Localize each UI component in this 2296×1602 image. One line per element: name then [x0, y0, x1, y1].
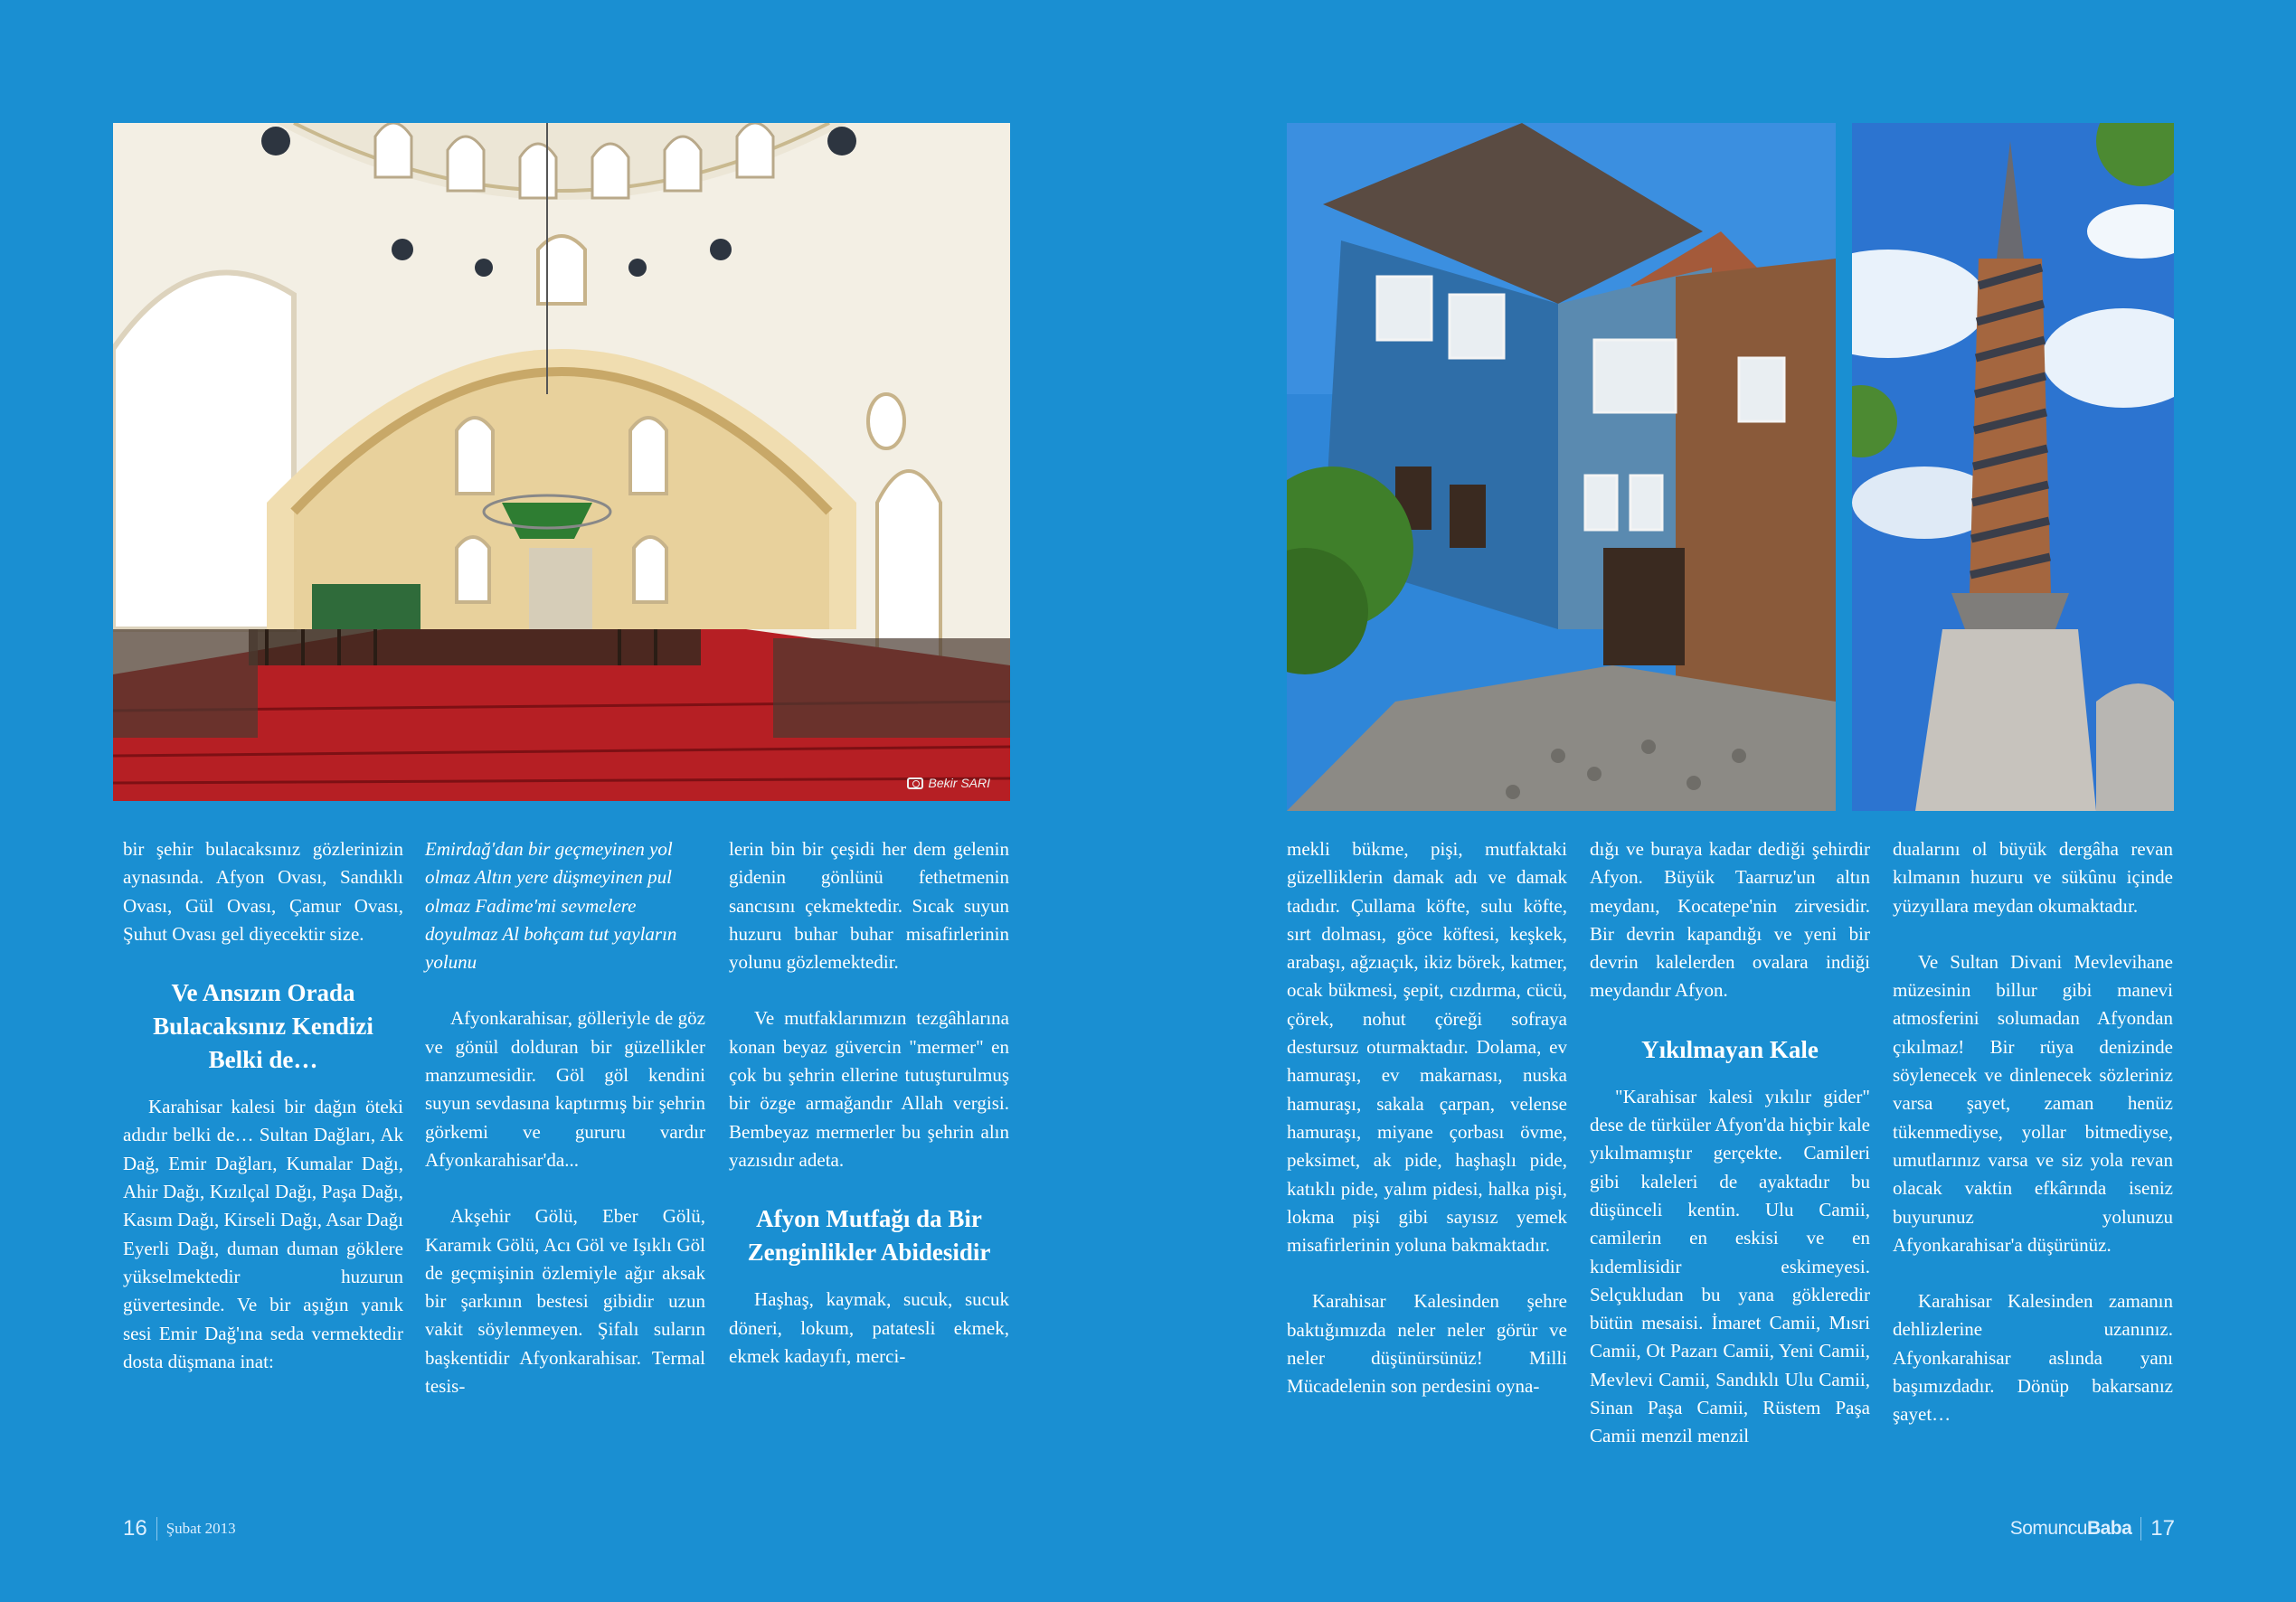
minaret-photo [1852, 123, 2174, 811]
paragraph: lerin bin bir çeşidi her dem gelenin gidenin gönlünü fethetmenin sancısını çekmektedir. Sıcak suyun huzuru buhar buhar misafirlerinin yolunu gözlemektedir. [729, 838, 1009, 974]
paragraph: Afyonkarahisar, gölleriyle de göz ve gönül dolduran bir güzellikler manzumesidir. Göl göl kendini suyun sevdasına kaptırmış bir şehrin görkemi ve gururu vardır Afyonkarahisar'da... [425, 1007, 705, 1171]
paragraph: bir şehir bulacaksınız gözlerinizin aynasında. Afyon Ovası, Sandıklı Ovası, Gül Ovası, Çamur Ovası, Şuhut Ovası gel diyecektir size. [123, 838, 403, 945]
left-page-folio [123, 1516, 236, 1541]
verse: Emirdağ'dan bir geçmeyinen yol olmaz Altın yere düşmeyinen pul olmaz Fadime'mi sevmelere doyulmaz Al bohçam tut yayların yolunu [425, 838, 677, 974]
folio-divider [156, 1517, 157, 1541]
text-column-4 [1287, 835, 1567, 1429]
historic-house-photo [1287, 123, 1836, 811]
brand-part-2: Baba [2086, 1518, 2132, 1539]
magazine-logo [2010, 1518, 2132, 1540]
paragraph: dığı ve buraya kadar dediği şehirdir Afyon. Büyük Taarruz'un altın meydanı, Kocatepe'nin zirvesidir. Bir devrin kapandığı ve yeni bir devrin kalelerden ovalara indiği meydandır Afyon. [1590, 838, 1870, 1002]
paragraph: Karahisar Kalesinden şehre baktığımızda neler neler görür ve neler düşünürsünüz! Milli Mücadelenin son perdesini oyna- [1287, 1290, 1567, 1398]
paragraph: Karahisar kalesi bir dağın öteki adıdır belki de… Sultan Dağları, Ak Dağ, Emir Dağları, Kumalar Dağı, Ahir Dağı, Kızılçal Dağı, Paşa Dağı, Kasım Dağı, Kirseli Dağı, Asar Dağı Eyerli Dağı, duman duman göklere yükselmektedir huzurun güvertesinde. Ve bir aşığın yanık sesi Emir Dağ'ına seda vermektedir dosta düşmana inat: [123, 1096, 403, 1372]
paragraph: "Karahisar kalesi yıkılır gider" dese de türküler Afyon'da hiçbir kale yıkılmamıştır gerçekte. Camileri gibi kaleleri de ayaktadır bu düşünceli kentin. Ulu Camii, camilerin en eskisi ve en kıdemlisidir eskimeyesi. Selçukludan bu yana gökleredir bütün mesaisi. İmaret Camii, Mısri Camii, Ot Pazarı Camii, Yeni Camii, Mevlevi Camii, Sandıklı Ulu Camii, Sinan Paşa Camii, Rüstem Paşa Camii menzil menzil [1590, 1085, 1870, 1447]
paragraph: dualarını ol büyük dergâha revan kılmanın huzuru ve sükûnu içinde yüzyıllara meydan okumaktadır. [1893, 838, 2173, 917]
paragraph: Haşhaş, kaymak, sucuk, sucuk döneri, lokum, patatesli ekmek, ekmek kadayıfı, merci- [729, 1288, 1009, 1367]
mosque-interior-photo [113, 123, 1010, 801]
text-column-2 [425, 835, 705, 1428]
paragraph: Akşehir Gölü, Eber Gölü, Karamık Gölü, Acı Göl ve Işıklı Göl de geçmişinin özlemiyle ağır aksak bir şarkının bestesi gibidir uzun vakit söylenmeyen. Şifalı suların başkentidir Afyonkarahisar. Termal tesis- [425, 1205, 705, 1398]
folio-divider [2140, 1517, 2141, 1541]
text-column-6 [1893, 835, 2173, 1457]
section-heading: Yıkılmayan Kale [1641, 1035, 1819, 1063]
camera-icon [907, 777, 923, 789]
page-number: 16 [123, 1516, 147, 1541]
paragraph: Ve mutfaklarımızın tezgâhlarına konan beyaz güvercin "mermer" en çok bu şehrin ellerine tutuşturulmuş bir özge armağandır Allah vergisi. Bembeyaz mermerler bu şehrin alın yazısıdır adeta. [729, 1007, 1009, 1171]
text-column-5 [1590, 835, 1870, 1479]
paragraph: Karahisar Kalesinden zamanın dehlizlerine uzanınız. Afyonkarahisar aslında yanı başımızdadır. Dönüp bakarsanız şayet… [1893, 1290, 2173, 1426]
section-heading: Afyon Mutfağı da Bir Zenginlikler Abidesidir [747, 1205, 991, 1267]
text-column-3 [729, 835, 1009, 1399]
brand-part-1: Somuncu [2009, 1518, 2087, 1539]
section-heading: Ve Ansızın Orada Bulacaksınız Kendizi Belki de… [153, 979, 373, 1074]
text-column-1 [123, 835, 403, 1404]
right-page-folio [2010, 1516, 2175, 1541]
paragraph: Ve Sultan Divani Mevlevihane müzesinin billur gibi manevi atmosferini solumadan Afyondan çıkılmaz! Bir rüya denizinde söylenecek ve dinlenecek sözleriniz varsa şayet, zaman henüz tükenmediyse, yollar bitmediyse, umutlarınız varsa ve siz yola revan olacak vaktin efkârında iseniz buyurunuz yolunuzu Afyonkarahisar'a düşürünüz. [1893, 950, 2173, 1256]
page-number: 17 [2150, 1516, 2175, 1541]
issue-date: Şubat 2013 [165, 1520, 236, 1537]
photo-credit [907, 776, 990, 790]
paragraph: mekli bükme, pişi, mutfaktaki güzelliklerin damak adı ve damak tadıdır. Çullama köfte, sulu köfte, sırt dolması, göce köftesi, keşkek, arabaşı, ağzıaçık, ikiz börek, katmer, ocak bükmesi, şepit, cızdırma, cücü, çörek, nohut çöreği sofraya destursuz oturmaktadır. Dolama, ev hamuraşı, ev makarnası, nuska hamuraşı, sakala çarpan, velense hamuraşı, miyane çorbası övme, peksimet, ak pide, haşhaşlı pide, katıklı pide, yalım pidesi, halka pişi, lokma pişi gibi sayısız yemek misafirlerinin yoluna bakmaktadır. [1287, 838, 1567, 1257]
photo-credit-text: Bekir SARI [928, 776, 990, 790]
